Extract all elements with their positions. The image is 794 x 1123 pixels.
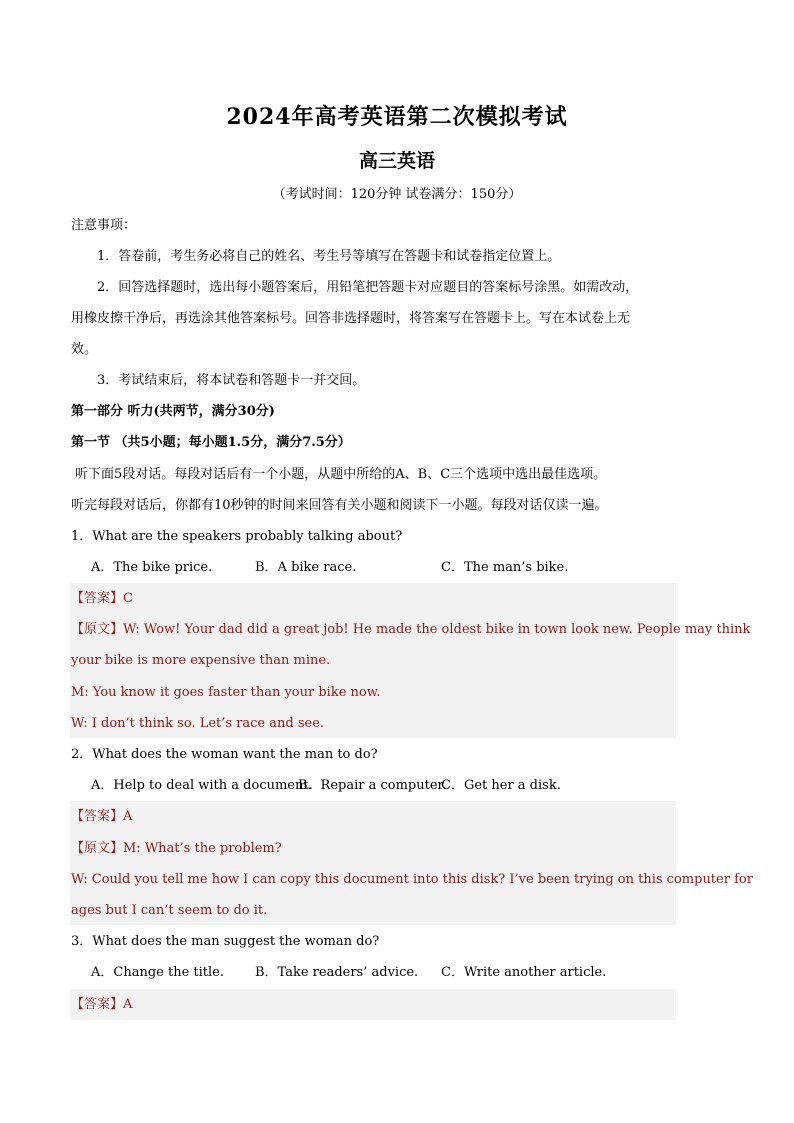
- instructions-line-2: 听完每段对话后，你都有10秒钟的时间来回答有关小题和阅读下一小题。每段对话仅读一遍。: [71, 498, 608, 513]
- question-3-option-b: B．Take readers’ advice.: [255, 965, 419, 980]
- question-3-option-c: C．Write another article.: [441, 965, 607, 980]
- exam-info: （考试时间：120分钟 试卷满分：150分）: [272, 187, 522, 202]
- question-3-answer: 【答案】A: [71, 997, 133, 1012]
- question-2-option-c: C．Get her a disk.: [441, 778, 561, 793]
- question-1-transcript-line-4: W: I don’t think so. Let’s race and see.: [71, 716, 325, 731]
- notes-item-2-line-3: 效。: [71, 342, 98, 357]
- question-3-option-a: A．Change the title.: [91, 965, 224, 980]
- notes-item-2-line-2: 用橡皮擦干净后，再选涂其他答案标号。回答非选择题时，将答案写在答题卡上。写在本试卷上无: [71, 311, 631, 326]
- question-2-option-a: A．Help to deal with a document.: [91, 778, 313, 793]
- question-1-option-b: B．A bike race.: [255, 560, 357, 575]
- question-1-transcript-line-1: 【原文】W: Wow! Your dad did a great job! He made the oldest bike in town look new. People may think: [71, 622, 751, 637]
- question-1-option-a: A．The bike price.: [91, 560, 213, 575]
- notes-item-3: 3．考试结束后，将本试卷和答题卡一并交回。: [97, 373, 366, 388]
- exam-title: 2024年高考英语第二次模拟考试: [226, 104, 568, 130]
- question-1-transcript-line-3: M: You know it goes faster than your bike now.: [71, 685, 381, 700]
- question-2-stem: 2．What does the woman want the man to do?: [71, 747, 378, 762]
- question-3-stem: 3．What does the man suggest the woman do?: [71, 934, 380, 949]
- question-1-option-c: C．The man’s bike.: [441, 560, 569, 575]
- notes-item-2-line-1: 2．回答选择题时，选出每小题答案后，用铅笔把答题卡对应题目的答案标号涂黑。如需改动，: [97, 280, 639, 295]
- question-1-transcript-line-2: your bike is more expensive than mine.: [71, 653, 331, 668]
- question-2-transcript-line-1: 【原文】M: What’s the problem?: [71, 841, 282, 856]
- question-3-options: [71, 963, 696, 983]
- question-2-option-b: B．Repair a computer.: [298, 778, 447, 793]
- question-2-transcript-line-2: W: Could you tell me how I can copy this document into this disk? I’ve been trying on this computer for: [71, 872, 753, 887]
- question-2-transcript-line-3: ages but I can’t seem to do it.: [71, 903, 268, 918]
- question-2-answer: 【答案】A: [71, 809, 133, 824]
- instructions-line-1: 听下面5段对话。每段对话后有一个小题，从题中所给的A、B、C三个选项中选出最佳选项。: [75, 467, 607, 482]
- notes-item-1: 1．答卷前，考生务必将自己的姓名、考生号等填写在答题卡和试卷指定位置上。: [97, 249, 561, 264]
- question-2-options: [71, 776, 696, 796]
- question-1-answer: 【答案】C: [71, 591, 133, 606]
- question-1-options: [71, 558, 696, 578]
- notes-heading: 注意事项：: [71, 218, 137, 233]
- section1-heading: 第一节 （共5小题；每小题1.5分，满分7.5分）: [71, 435, 351, 450]
- question-1-stem: 1．What are the speakers probably talking about?: [71, 529, 403, 544]
- part1-heading: 第一部分 听力(共两节，满分30分): [71, 404, 275, 419]
- exam-subtitle: 高三英语: [358, 150, 435, 172]
